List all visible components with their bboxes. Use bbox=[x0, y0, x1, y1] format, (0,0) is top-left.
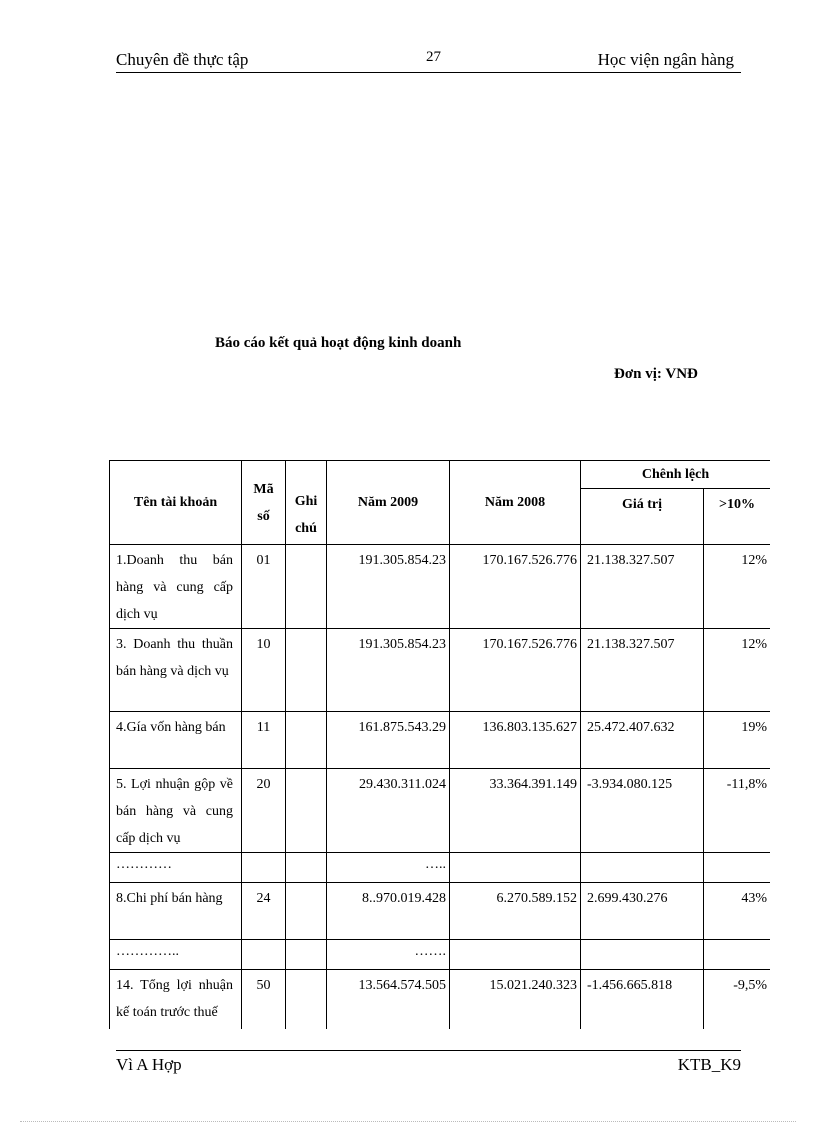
row-code bbox=[242, 853, 286, 883]
row-2008: 6.270.589.152 bbox=[450, 883, 581, 940]
row-name: 1.Doanh thu bán hàng và cung cấp dịch vụ bbox=[110, 545, 242, 629]
row-2009: 191.305.854.23 bbox=[327, 629, 450, 712]
row-pct: -11,8% bbox=[704, 769, 771, 853]
col-header-2008: Năm 2008 bbox=[450, 461, 581, 545]
table-row-ellipsis bbox=[110, 853, 771, 883]
table-row-ellipsis bbox=[110, 940, 771, 970]
row-code: 24 bbox=[242, 883, 286, 940]
row-note bbox=[286, 970, 327, 1030]
row-2008: 136.803.135.627 bbox=[450, 712, 581, 769]
table-body bbox=[110, 545, 771, 1030]
row-note bbox=[286, 940, 327, 970]
row-name: 4.Gía vốn hàng bán bbox=[110, 712, 242, 769]
col-header-name: Tên tài khoản bbox=[110, 461, 242, 545]
row-2009: ……. bbox=[327, 940, 450, 970]
table-row bbox=[110, 545, 771, 629]
row-code: 01 bbox=[242, 545, 286, 629]
row-value: -3.934.080.125 bbox=[581, 769, 704, 853]
row-name: ………….. bbox=[110, 940, 242, 970]
row-value: 21.138.327.507 bbox=[581, 545, 704, 629]
col-header-pct: >10% bbox=[704, 489, 771, 545]
report-table bbox=[109, 460, 770, 1029]
row-2009: 161.875.543.29 bbox=[327, 712, 450, 769]
page-header bbox=[116, 50, 741, 73]
row-code: 11 bbox=[242, 712, 286, 769]
report-table-wrapper bbox=[109, 460, 770, 1029]
row-name: 8.Chi phí bán hàng bbox=[110, 883, 242, 940]
row-2008 bbox=[450, 853, 581, 883]
report-title: Báo cáo kết quả hoạt động kinh doanh bbox=[215, 335, 462, 351]
row-pct bbox=[704, 940, 771, 970]
row-note bbox=[286, 712, 327, 769]
row-name: 14. Tổng lợi nhuận kế toán trước thuế bbox=[110, 970, 242, 1030]
col-header-note: Ghi chú bbox=[286, 461, 327, 545]
row-2009: 191.305.854.23 bbox=[327, 545, 450, 629]
bottom-dotted-divider bbox=[20, 1121, 796, 1122]
row-name: 3. Doanh thu thuần bán hàng và dịch vụ bbox=[110, 629, 242, 712]
col-header-code: Mã số bbox=[242, 461, 286, 545]
row-value: 21.138.327.507 bbox=[581, 629, 704, 712]
row-code: 10 bbox=[242, 629, 286, 712]
row-value: 25.472.407.632 bbox=[581, 712, 704, 769]
row-name: ………… bbox=[110, 853, 242, 883]
row-pct: 12% bbox=[704, 629, 771, 712]
row-2009: 8..970.019.428 bbox=[327, 883, 450, 940]
row-note bbox=[286, 883, 327, 940]
col-header-value: Giá trị bbox=[581, 489, 704, 545]
table-row bbox=[110, 883, 771, 940]
row-pct: 19% bbox=[704, 712, 771, 769]
footer-class: KTB_K9 bbox=[677, 1055, 741, 1074]
row-2008: 33.364.391.149 bbox=[450, 769, 581, 853]
row-value: -1.456.665.818 bbox=[581, 970, 704, 1030]
row-pct: 43% bbox=[704, 883, 771, 940]
footer-author: Vì A Hợp bbox=[116, 1055, 182, 1074]
row-2009: 13.564.574.505 bbox=[327, 970, 450, 1030]
row-2009: 29.430.311.024 bbox=[327, 769, 450, 853]
currency-unit: Đơn vị: VNĐ bbox=[614, 366, 698, 382]
row-note bbox=[286, 769, 327, 853]
table-row bbox=[110, 970, 771, 1030]
col-header-diff: Chênh lệch bbox=[581, 461, 771, 489]
page-number: 27 bbox=[426, 49, 441, 65]
row-code bbox=[242, 940, 286, 970]
row-2008: 15.021.240.323 bbox=[450, 970, 581, 1030]
row-2008 bbox=[450, 940, 581, 970]
row-note bbox=[286, 629, 327, 712]
row-2008: 170.167.526.776 bbox=[450, 629, 581, 712]
row-pct: -9,5% bbox=[704, 970, 771, 1030]
row-pct: 12% bbox=[704, 545, 771, 629]
header-right: Học viện ngân hàng bbox=[597, 50, 734, 69]
header-left: Chuyên đề thực tập bbox=[116, 50, 249, 69]
row-value: 2.699.430.276 bbox=[581, 883, 704, 940]
table-row bbox=[110, 712, 771, 769]
col-header-2009: Năm 2009 bbox=[327, 461, 450, 545]
row-code: 50 bbox=[242, 970, 286, 1030]
row-name: 5. Lợi nhuận gộp về bán hàng và cung cấp dịch vụ bbox=[110, 769, 242, 853]
row-2008: 170.167.526.776 bbox=[450, 545, 581, 629]
row-pct bbox=[704, 853, 771, 883]
row-code: 20 bbox=[242, 769, 286, 853]
row-note bbox=[286, 853, 327, 883]
table-row bbox=[110, 629, 771, 712]
row-value bbox=[581, 853, 704, 883]
row-value bbox=[581, 940, 704, 970]
table-row bbox=[110, 769, 771, 853]
row-note bbox=[286, 545, 327, 629]
row-2009: ….. bbox=[327, 853, 450, 883]
page-footer bbox=[116, 1050, 741, 1074]
